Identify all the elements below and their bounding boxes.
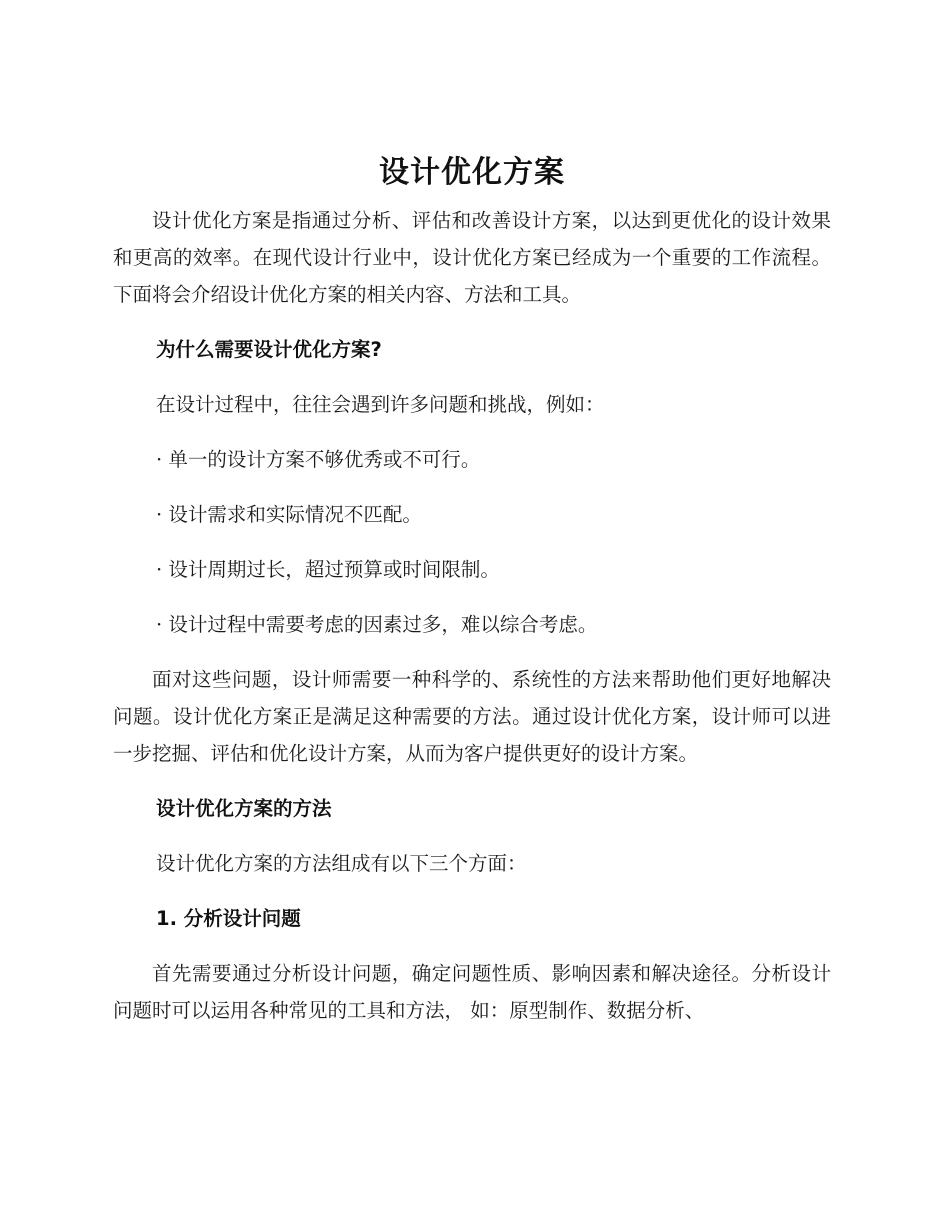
document-body <box>113 148 831 1029</box>
section-heading-methods: 设计优化方案的方法 <box>156 797 332 820</box>
subsection-heading-analysis: 1. 分析设计问题 <box>156 907 301 930</box>
bullet-item: · 设计需求和实际情况不匹配。 <box>156 503 422 526</box>
document-title: 设计优化方案 <box>379 155 565 190</box>
bullet-item: · 设计周期过长，超过预算或时间限制。 <box>156 558 500 581</box>
intro-paragraph: 设计优化方案是指通过分析、评估和改善设计方案，以达到更优化的设计效果和更高的效率。在现代设计行业中，设计优化方案已经成为一个重要的工作流程。下面将会介绍设计优化方案的相关内容、方法和工具。 <box>113 209 831 306</box>
section-body-paragraph: 面对这些问题，设计师需要一种科学的、系统性的方法来帮助他们更好地解决问题。设计优化方案正是满足这种需要的方法。通过设计优化方案，设计师可以进一步挖掘、评估和优化设计方案，从而为客户提供更好的设计方案。 <box>113 668 831 765</box>
section-lead: 设计优化方案的方法组成有以下三个方面： <box>156 852 527 875</box>
subsection-body-paragraph: 首先需要通过分析设计问题，确定问题性质、影响因素和解决途径。分析设计问题时可以运用各种常见的工具和方法， 如：原型制作、数据分析、 <box>113 962 831 1022</box>
bullet-item: · 设计过程中需要考虑的因素过多，难以综合考虑。 <box>156 613 598 636</box>
section-lead: 在设计过程中，往往会遇到许多问题和挑战，例如： <box>156 393 605 416</box>
section-heading-why: 为什么需要设计优化方案? <box>156 338 382 361</box>
bullet-item: · 单一的设计方案不够优秀或不可行。 <box>156 448 481 471</box>
